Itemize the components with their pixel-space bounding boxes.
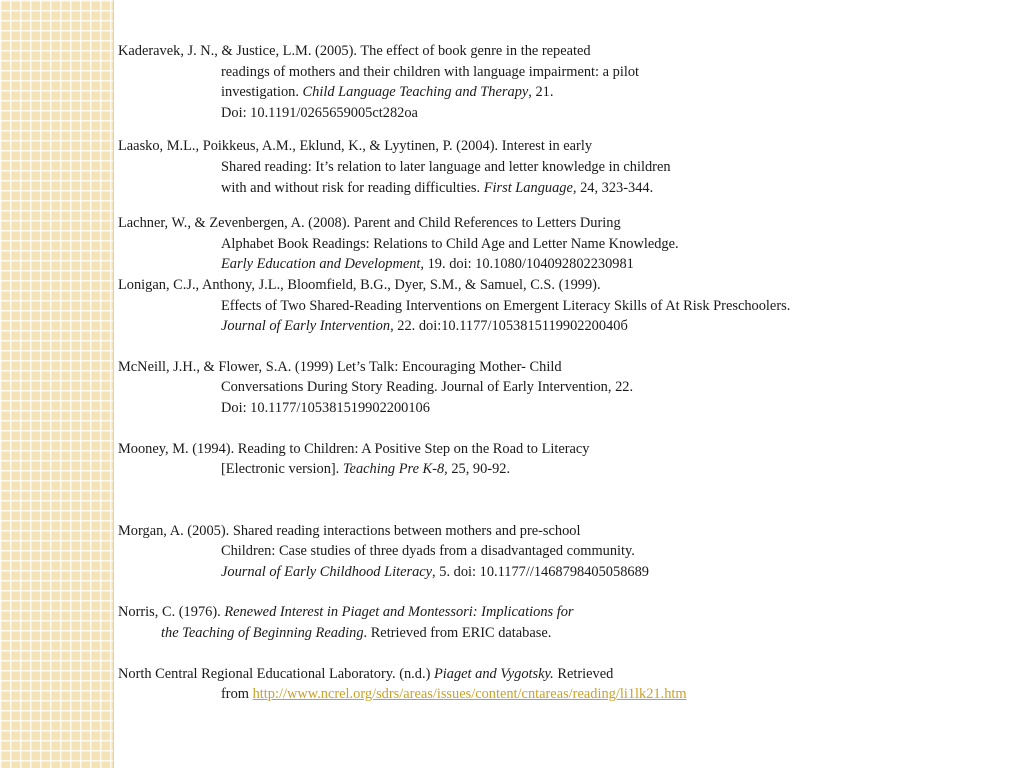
reference-line: McNeill, J.H., & Flower, S.A. (1999) Let’s Talk: Encouraging Mother- Child [118, 358, 562, 375]
reference-text: , 22. doi:10.1177/105381511990220040б [390, 318, 628, 335]
side-strip-edge [113, 0, 114, 768]
reference-text: , 5. doi: 10.1177//1468798405058689 [432, 563, 649, 580]
reference-line: Children: Case studies of three dyads from a disadvantaged community. [221, 543, 635, 560]
journal-title: Journal of Early Childhood Literacy [221, 563, 433, 580]
reference-line [118, 254, 1008, 275]
reference-line [118, 623, 1008, 644]
reference-morgan [118, 521, 1008, 583]
reference-text: 19. doi: 10.1080/104092802230981 [424, 256, 634, 273]
reference-list [118, 41, 1008, 705]
reference-line: Lachner, W., & Zevenbergen, A. (2008). Parent and Child References to Letters During [118, 215, 621, 232]
reference-line: Effects of Two Shared-Reading Interventions on Emergent Literacy Skills of At Risk Preschoolers. [221, 297, 791, 314]
work-title: Renewed Interest in Piaget and Montessori: Implications for [224, 604, 574, 621]
reference-text: Norris, C. (1976). [118, 604, 225, 621]
reference-line: Lonigan, C.J., Anthony, J.L., Bloomfield, B.G., Dyer, S.M., & Samuel, C.S. (1999). [118, 276, 601, 293]
decorative-side-strip [0, 0, 113, 768]
reference-line: Laasko, M.L., Poikkeus, A.M., Eklund, K., & Lyytinen, P. (2004). Interest in early [118, 138, 593, 155]
journal-title: Early Education and Development, [221, 256, 425, 273]
reference-lachner [118, 213, 1008, 275]
reference-mooney [118, 439, 1008, 480]
reference-line: Conversations During Story Reading. Journal of Early Intervention, 22. [221, 379, 634, 396]
reference-line [118, 602, 1008, 623]
reference-line: readings of mothers and their children with language impairment: a pilot [221, 63, 640, 80]
reference-line [118, 684, 1008, 705]
reference-laasko [118, 136, 1008, 198]
reference-line [118, 178, 1008, 199]
reference-text: 24, 323-344. [576, 179, 654, 196]
reference-text: from [221, 686, 253, 703]
reference-line [118, 316, 1008, 337]
reference-line [118, 562, 1008, 583]
reference-text: [Electronic version]. [221, 461, 343, 478]
reference-line [118, 459, 1008, 480]
reference-kaderavek [118, 41, 1008, 123]
journal-title: First Language, [483, 179, 577, 196]
reference-line: Morgan, A. (2005). Shared reading interactions between mothers and pre-school [118, 522, 581, 539]
journal-title: Teaching Pre K-8, [342, 461, 448, 478]
reference-line [118, 82, 1008, 103]
reference-line [118, 664, 1008, 685]
reference-text: . Retrieved from ERIC database. [363, 625, 552, 642]
work-title: the Teaching of Beginning Reading [161, 625, 364, 642]
reference-line: Alphabet Book Readings: Relations to Child Age and Letter Name Knowledge. [221, 235, 679, 252]
reference-line: Shared reading: It’s relation to later language and letter knowledge in children [221, 158, 671, 175]
reference-text: 25, 90-92. [447, 461, 511, 478]
journal-title: Child Language Teaching and Therapy [302, 84, 529, 101]
reference-line: Mooney, M. (1994). Reading to Children: A Positive Step on the Road to Literacy [118, 440, 590, 457]
reference-text: Retrieved [553, 665, 614, 682]
reference-norris [118, 602, 1008, 643]
reference-text: with and without risk for reading difficulties. [221, 179, 484, 196]
reference-line: Kaderavek, J. N., & Justice, L.M. (2005). The effect of book genre in the repeated [118, 43, 591, 59]
reference-text: , 21. [528, 84, 554, 101]
journal-title: Journal of Early Intervention [221, 318, 391, 335]
reference-lonigan [118, 275, 1008, 337]
reference-mcneill [118, 357, 1008, 419]
work-title: Piaget and Vygotsky. [433, 665, 554, 682]
reference-text: investigation. [221, 84, 303, 101]
reference-text: North Central Regional Educational Laboratory. (n.d.) [118, 665, 434, 682]
ncrel-link[interactable]: http://www.ncrel.org/sdrs/areas/issues/content/cntareas/reading/li1lk21.htm [252, 686, 687, 703]
reference-doi: Doi: 10.1191/0265659005ct282oa [221, 104, 418, 121]
reference-doi: Doi: 10.1177/105381519902200106 [221, 399, 430, 416]
reference-ncrel [118, 664, 1008, 705]
